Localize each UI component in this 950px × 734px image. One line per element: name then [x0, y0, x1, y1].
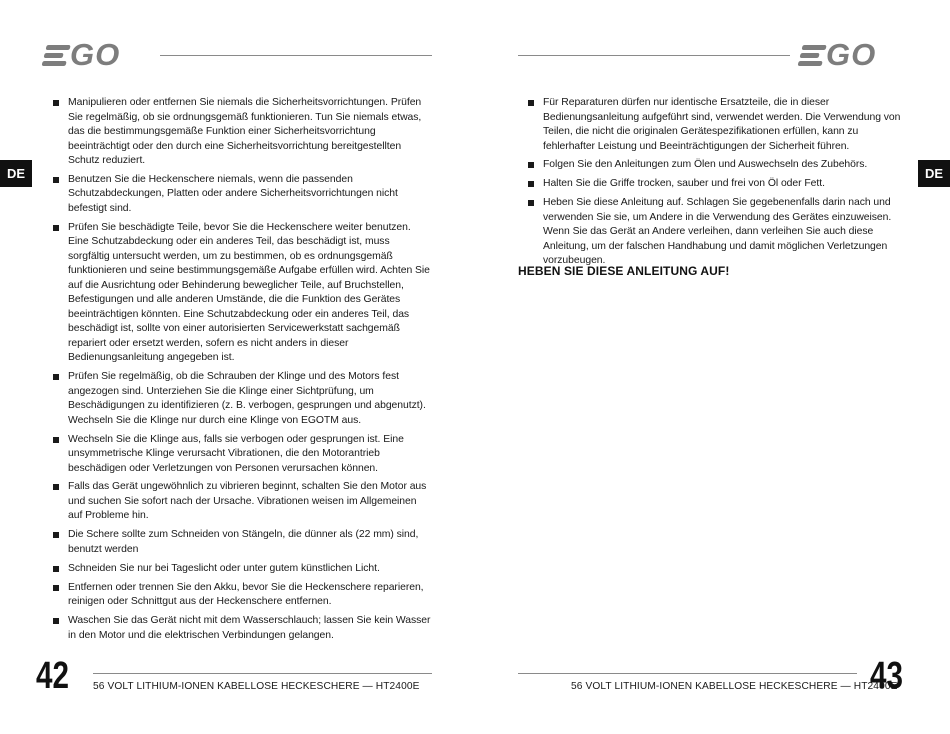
bullet-square-icon [53, 484, 59, 490]
bullet-square-icon [53, 566, 59, 572]
list-item: Die Schere sollte zum Schneiden von Stängeln, die dünner als (22 mm) sind, benutzt werden [53, 528, 433, 557]
right-bullet-list [528, 96, 910, 269]
bullet-square-icon [53, 437, 59, 443]
list-item: Benutzen Sie die Heckenschere niemals, wenn die passenden Schutzabdeckungen, Platten oder andere Sicherheitsvorrichtungen nicht befestigt sind. [53, 173, 433, 217]
ego-e-mark [41, 45, 70, 67]
bullet-square-icon [528, 162, 534, 168]
ego-e-mark [797, 45, 826, 67]
language-tab-right: DE [918, 160, 950, 187]
list-item: Manipulieren oder entfernen Sie niemals die Sicherheitsvorrichtungen. Prüfen Sie regelmäßig, ob sie ordnungsgemäß funktionieren. Tun Sie niemals etwas, das die bestimmungsgemäße Funktion einer Sicherheitsvorrichtung beeinträchtigt oder den durch eine Sicherheitsvorrichtung bereitgestellten Schutz reduziert. [53, 96, 433, 169]
left-bullet-list [53, 96, 433, 643]
page-number-right: 43 [870, 655, 903, 697]
bullet-square-icon [53, 177, 59, 183]
bullet-square-icon [53, 618, 59, 624]
bullet-square-icon [53, 374, 59, 380]
ego-logo-text: GO [70, 37, 121, 72]
left-page-content [53, 96, 433, 647]
closing-heading: HEBEN SIE DIESE ANLEITUNG AUF! [518, 264, 730, 278]
list-item: Schneiden Sie nur bei Tageslicht oder unter gutem künstlichen Licht. [53, 562, 433, 577]
list-item: Falls das Gerät ungewöhnlich zu vibrieren beginnt, schalten Sie den Motor aus und suchen Sie sofort nach der Ursache. Vibrationen weisen im Allgemeinen auf Probleme hin. [53, 480, 433, 524]
header-rule-right [518, 55, 790, 56]
footer-rule-left [93, 673, 432, 674]
bullet-square-icon [528, 181, 534, 187]
list-item: Halten Sie die Griffe trocken, sauber und frei von Öl oder Fett. [528, 177, 910, 192]
bullet-square-icon [528, 100, 534, 106]
footer-title-right: 56 VOLT LITHIUM-IONEN KABELLOSE HECKESCHERE — HT2400E [571, 681, 898, 692]
list-item: Heben Sie diese Anleitung auf. Schlagen Sie gegebenenfalls darin nach und verwenden Sie sie, um Andere in die Verwendung des Gerätes einzuweisen. Wenn Sie das Gerät an Andere verleihen, dann verleihen Sie auch diese Anleitung, um der falschen Handhabung und damit möglichen Verletzungen vorzubeugen. [528, 196, 910, 269]
ego-logo-right [800, 37, 877, 72]
right-page-content [528, 96, 910, 273]
language-tab-left: DE [0, 160, 32, 187]
ego-logo-text: GO [826, 37, 877, 72]
list-item: Wechseln Sie die Klinge aus, falls sie verbogen oder gesprungen ist. Eine unsymmetrische Klinge verursacht Vibrationen, die den Motorantrieb beschädigen oder Verletzungen von Personen verursachen können. [53, 433, 433, 477]
ego-logo-left [44, 37, 121, 72]
footer-title-left: 56 VOLT LITHIUM-IONEN KABELLOSE HECKESCHERE — HT2400E [93, 681, 420, 692]
list-item: Für Reparaturen dürfen nur identische Ersatzteile, die in dieser Bedienungsanleitung aufgeführt sind, verwendet werden. Die Verwendung von Teilen, die nicht die originalen Gerätespezifikationen erfüllen, kann zu fehlerhafter Leistung und Beeinträchtigungen der Sicherheit führen. [528, 96, 910, 154]
page-number-left: 42 [36, 655, 69, 697]
header-rule-left [160, 55, 432, 56]
bullet-square-icon [53, 100, 59, 106]
list-item: Prüfen Sie beschädigte Teile, bevor Sie die Heckenschere weiter benutzen. Eine Schutzabdeckung oder ein anderes Teil, das beschädigt ist, muss sorgfältig untersucht werden, um zu bestimmen, ob es ordnungsgemäß funktionieren und seine bestimmungsgemäße Aufgabe erfüllen wird. Achten Sie auf die Ausrichtung oder Behinderung beweglicher Teile, auf Bruchstellen, Befestigungen und alle anderen Umstände, die die Funktion des Gerätes beeinträchtigen könnten. Eine Schutzabdeckung oder ein anderes Teil, das beschädigt ist, sollte von einer autorisierten Servicewerkstatt sachgemäß repariert oder ersetzt werden, sofern es nicht anders in dieser Bedienungsanleitung angegeben ist. [53, 221, 433, 366]
list-item: Prüfen Sie regelmäßig, ob die Schrauben der Klinge und des Motors fest angezogen sind. Unterziehen Sie die Klinge einer Sichtprüfung, um Beschädigungen zu identifizieren (z. B. verbogen, gesprungen und abgenutzt). Wechseln Sie die Klinge nur durch eine Klinge von EGOTM aus. [53, 370, 433, 428]
list-item: Waschen Sie das Gerät nicht mit dem Wasserschlauch; lassen Sie kein Wasser in den Motor und die elektrischen Verbindungen gelangen. [53, 614, 433, 643]
footer-rule-right [518, 673, 857, 674]
list-item: Folgen Sie den Anleitungen zum Ölen und Auswechseln des Zubehörs. [528, 158, 910, 173]
bullet-square-icon [53, 225, 59, 231]
bullet-square-icon [53, 585, 59, 591]
bullet-square-icon [528, 200, 534, 206]
list-item: Entfernen oder trennen Sie den Akku, bevor Sie die Heckenschere reparieren, reinigen oder Schnittgut aus der Heckenschere entfernen. [53, 581, 433, 610]
bullet-square-icon [53, 532, 59, 538]
